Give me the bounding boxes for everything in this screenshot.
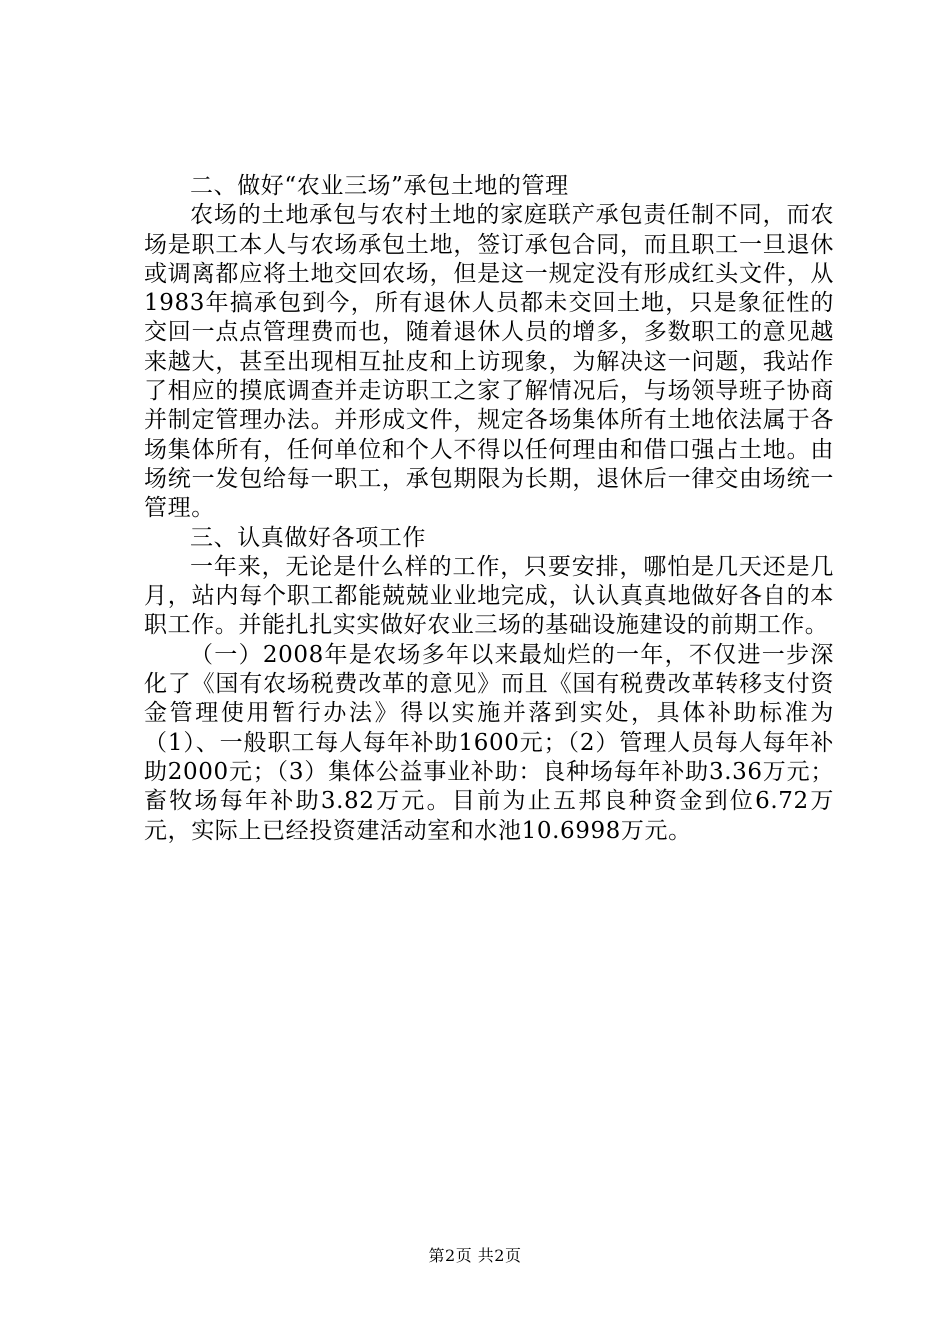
- paragraph-yearly-work: 一年来，无论是什么样的工作，只要安排，哪怕是几天还是几月，站内每个职工都能兢兢业业地完成，认认真真地做好各自的本职工作。并能扎扎实实做好农业三场的基础设施建设的前期工作。: [144, 553, 834, 639]
- page-footer: 第2页 共2页: [428, 1246, 522, 1265]
- section-heading-2: 二、做好“农业三场”承包土地的管理: [190, 173, 569, 199]
- document-body: [144, 172, 834, 846]
- paragraph-subsidy: （一）2008年是农场多年以来最灿烂的一年，不仅进一步深化了《国有农场税费改革的意见》而且《国有税费改革转移支付资金管理使用暂行办法》得以实施并落到实处，具体补助标准为（1）、一般职工每人每年补助1600元；（2）管理人员每人每年补助2000元；（3）集体公益事业补助：良种场每年补助3.36万元；畜牧场每年补助3.82万元。目前为止五邦良种资金到位6.72万元，实际上已经投资建活动室和水池10.6998万元。: [144, 641, 834, 844]
- section-heading-3: 三、认真做好各项工作: [190, 524, 426, 551]
- paragraph-land-contract: 农场的土地承包与农村土地的家庭联产承包责任制不同，而农场是职工本人与农场承包土地，签订承包合同，而且职工一旦退休或调离都应将土地交回农场，但是这一规定没有形成红头文件，从1983年搞承包到今，所有退休人员都未交回土地，只是象征性的交回一点点管理费而也，随着退休人员的增多，多数职工的意见越来越大，甚至出现相互扯皮和上访现象，为解决这一问题，我站作了相应的摸底调查并走访职工之家了解情况后，与场领导班子协商并制定管理办法。并形成文件，规定各场集体所有土地依法属于各场集体所有，任何单位和个人不得以任何理由和借口强占土地。由场统一发包给每一职工，承包期限为长期，退休后一律交由场统一管理。: [144, 202, 834, 522]
